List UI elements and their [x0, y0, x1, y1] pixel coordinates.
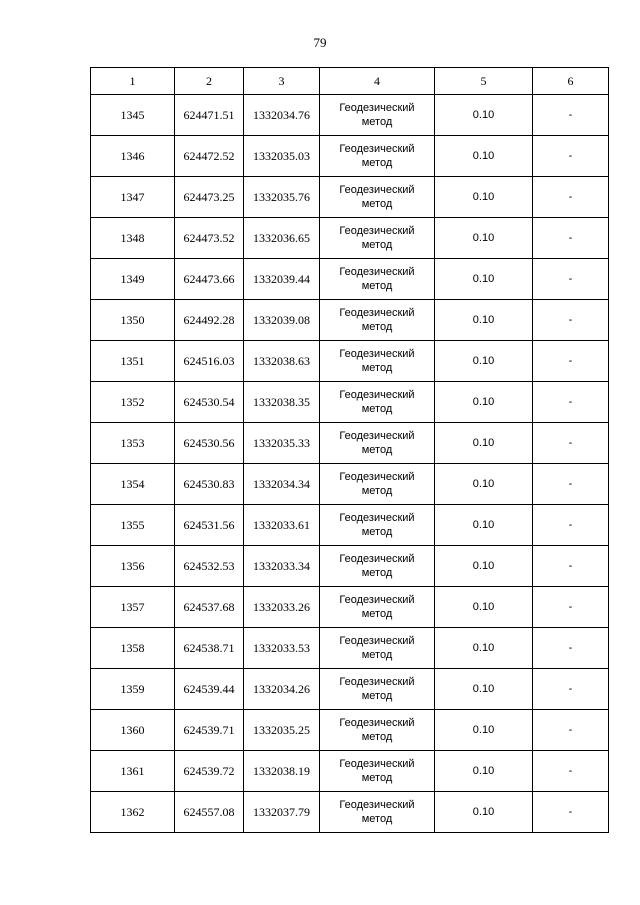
x-coordinate-cell: 624516.03 [175, 341, 244, 382]
y-coordinate-cell: 1332033.26 [244, 587, 320, 628]
table-row [91, 505, 609, 546]
point-number-cell: 1354 [91, 464, 175, 505]
method-cell: Геодезический метод [320, 710, 435, 751]
y-coordinate-cell: 1332037.79 [244, 792, 320, 833]
note-cell: - [533, 300, 609, 341]
y-coordinate-cell: 1332035.03 [244, 136, 320, 177]
method-cell: Геодезический метод [320, 669, 435, 710]
method-cell: Геодезический метод [320, 382, 435, 423]
note-cell: - [533, 464, 609, 505]
table-row [91, 95, 609, 136]
point-number-cell: 1361 [91, 751, 175, 792]
y-coordinate-cell: 1332039.08 [244, 300, 320, 341]
note-cell: - [533, 792, 609, 833]
table-body [91, 95, 609, 833]
y-coordinate-cell: 1332038.35 [244, 382, 320, 423]
x-coordinate-cell: 624532.53 [175, 546, 244, 587]
note-cell: - [533, 751, 609, 792]
x-coordinate-cell: 624492.28 [175, 300, 244, 341]
precision-cell: 0.10 [435, 136, 533, 177]
x-coordinate-cell: 624471.51 [175, 95, 244, 136]
y-coordinate-cell: 1332036.65 [244, 218, 320, 259]
note-cell: - [533, 218, 609, 259]
table-row [91, 587, 609, 628]
y-coordinate-cell: 1332038.63 [244, 341, 320, 382]
note-cell: - [533, 546, 609, 587]
point-number-cell: 1349 [91, 259, 175, 300]
precision-cell: 0.10 [435, 95, 533, 136]
precision-cell: 0.10 [435, 628, 533, 669]
point-number-cell: 1358 [91, 628, 175, 669]
y-coordinate-cell: 1332034.76 [244, 95, 320, 136]
point-number-cell: 1345 [91, 95, 175, 136]
point-number-cell: 1346 [91, 136, 175, 177]
point-number-cell: 1353 [91, 423, 175, 464]
point-number-cell: 1356 [91, 546, 175, 587]
precision-cell: 0.10 [435, 792, 533, 833]
x-coordinate-cell: 624539.44 [175, 669, 244, 710]
y-coordinate-cell: 1332039.44 [244, 259, 320, 300]
x-coordinate-cell: 624539.71 [175, 710, 244, 751]
method-cell: Геодезический метод [320, 177, 435, 218]
method-cell: Геодезический метод [320, 546, 435, 587]
note-cell: - [533, 423, 609, 464]
method-cell: Геодезический метод [320, 300, 435, 341]
precision-cell: 0.10 [435, 505, 533, 546]
table-row [91, 136, 609, 177]
method-cell: Геодезический метод [320, 464, 435, 505]
table-row [91, 341, 609, 382]
precision-cell: 0.10 [435, 669, 533, 710]
x-coordinate-cell: 624472.52 [175, 136, 244, 177]
point-number-cell: 1347 [91, 177, 175, 218]
note-cell: - [533, 95, 609, 136]
x-coordinate-cell: 624537.68 [175, 587, 244, 628]
table-row [91, 669, 609, 710]
x-coordinate-cell: 624530.56 [175, 423, 244, 464]
precision-cell: 0.10 [435, 464, 533, 505]
table-row [91, 792, 609, 833]
precision-cell: 0.10 [435, 382, 533, 423]
method-cell: Геодезический метод [320, 792, 435, 833]
point-number-cell: 1357 [91, 587, 175, 628]
x-coordinate-cell: 624557.08 [175, 792, 244, 833]
table-row [91, 218, 609, 259]
point-number-cell: 1350 [91, 300, 175, 341]
table-header-row [91, 68, 609, 95]
y-coordinate-cell: 1332035.25 [244, 710, 320, 751]
method-cell: Геодезический метод [320, 259, 435, 300]
method-cell: Геодезический метод [320, 751, 435, 792]
method-cell: Геодезический метод [320, 628, 435, 669]
precision-cell: 0.10 [435, 546, 533, 587]
method-cell: Геодезический метод [320, 423, 435, 464]
point-number-cell: 1352 [91, 382, 175, 423]
point-number-cell: 1360 [91, 710, 175, 751]
header-col-2: 2 [175, 68, 244, 95]
method-cell: Геодезический метод [320, 341, 435, 382]
note-cell: - [533, 669, 609, 710]
page-number: 79 [313, 35, 327, 50]
x-coordinate-cell: 624473.66 [175, 259, 244, 300]
table-row [91, 751, 609, 792]
table-row [91, 177, 609, 218]
note-cell: - [533, 382, 609, 423]
point-number-cell: 1348 [91, 218, 175, 259]
precision-cell: 0.10 [435, 177, 533, 218]
table-row [91, 423, 609, 464]
table-row [91, 300, 609, 341]
point-number-cell: 1351 [91, 341, 175, 382]
note-cell: - [533, 505, 609, 546]
precision-cell: 0.10 [435, 218, 533, 259]
method-cell: Геодезический метод [320, 218, 435, 259]
method-cell: Геодезический метод [320, 505, 435, 546]
method-cell: Геодезический метод [320, 587, 435, 628]
table-row [91, 259, 609, 300]
y-coordinate-cell: 1332034.26 [244, 669, 320, 710]
table-row [91, 628, 609, 669]
point-number-cell: 1362 [91, 792, 175, 833]
y-coordinate-cell: 1332033.53 [244, 628, 320, 669]
table-row [91, 546, 609, 587]
header-col-4: 4 [320, 68, 435, 95]
y-coordinate-cell: 1332035.33 [244, 423, 320, 464]
note-cell: - [533, 710, 609, 751]
header-col-1: 1 [91, 68, 175, 95]
x-coordinate-cell: 624530.54 [175, 382, 244, 423]
point-number-cell: 1359 [91, 669, 175, 710]
point-number-cell: 1355 [91, 505, 175, 546]
header-col-6: 6 [533, 68, 609, 95]
precision-cell: 0.10 [435, 259, 533, 300]
y-coordinate-cell: 1332038.19 [244, 751, 320, 792]
table-row [91, 710, 609, 751]
note-cell: - [533, 259, 609, 300]
y-coordinate-cell: 1332034.34 [244, 464, 320, 505]
header-col-3: 3 [244, 68, 320, 95]
y-coordinate-cell: 1332035.76 [244, 177, 320, 218]
y-coordinate-cell: 1332033.61 [244, 505, 320, 546]
precision-cell: 0.10 [435, 423, 533, 464]
x-coordinate-cell: 624473.25 [175, 177, 244, 218]
note-cell: - [533, 136, 609, 177]
method-cell: Геодезический метод [320, 95, 435, 136]
precision-cell: 0.10 [435, 587, 533, 628]
header-col-5: 5 [435, 68, 533, 95]
note-cell: - [533, 177, 609, 218]
x-coordinate-cell: 624530.83 [175, 464, 244, 505]
y-coordinate-cell: 1332033.34 [244, 546, 320, 587]
precision-cell: 0.10 [435, 751, 533, 792]
method-cell: Геодезический метод [320, 136, 435, 177]
note-cell: - [533, 587, 609, 628]
x-coordinate-cell: 624538.71 [175, 628, 244, 669]
table-row [91, 464, 609, 505]
x-coordinate-cell: 624539.72 [175, 751, 244, 792]
precision-cell: 0.10 [435, 710, 533, 751]
note-cell: - [533, 341, 609, 382]
x-coordinate-cell: 624531.56 [175, 505, 244, 546]
note-cell: - [533, 628, 609, 669]
precision-cell: 0.10 [435, 300, 533, 341]
x-coordinate-cell: 624473.52 [175, 218, 244, 259]
precision-cell: 0.10 [435, 341, 533, 382]
table-row [91, 382, 609, 423]
coordinates-table [90, 67, 609, 833]
